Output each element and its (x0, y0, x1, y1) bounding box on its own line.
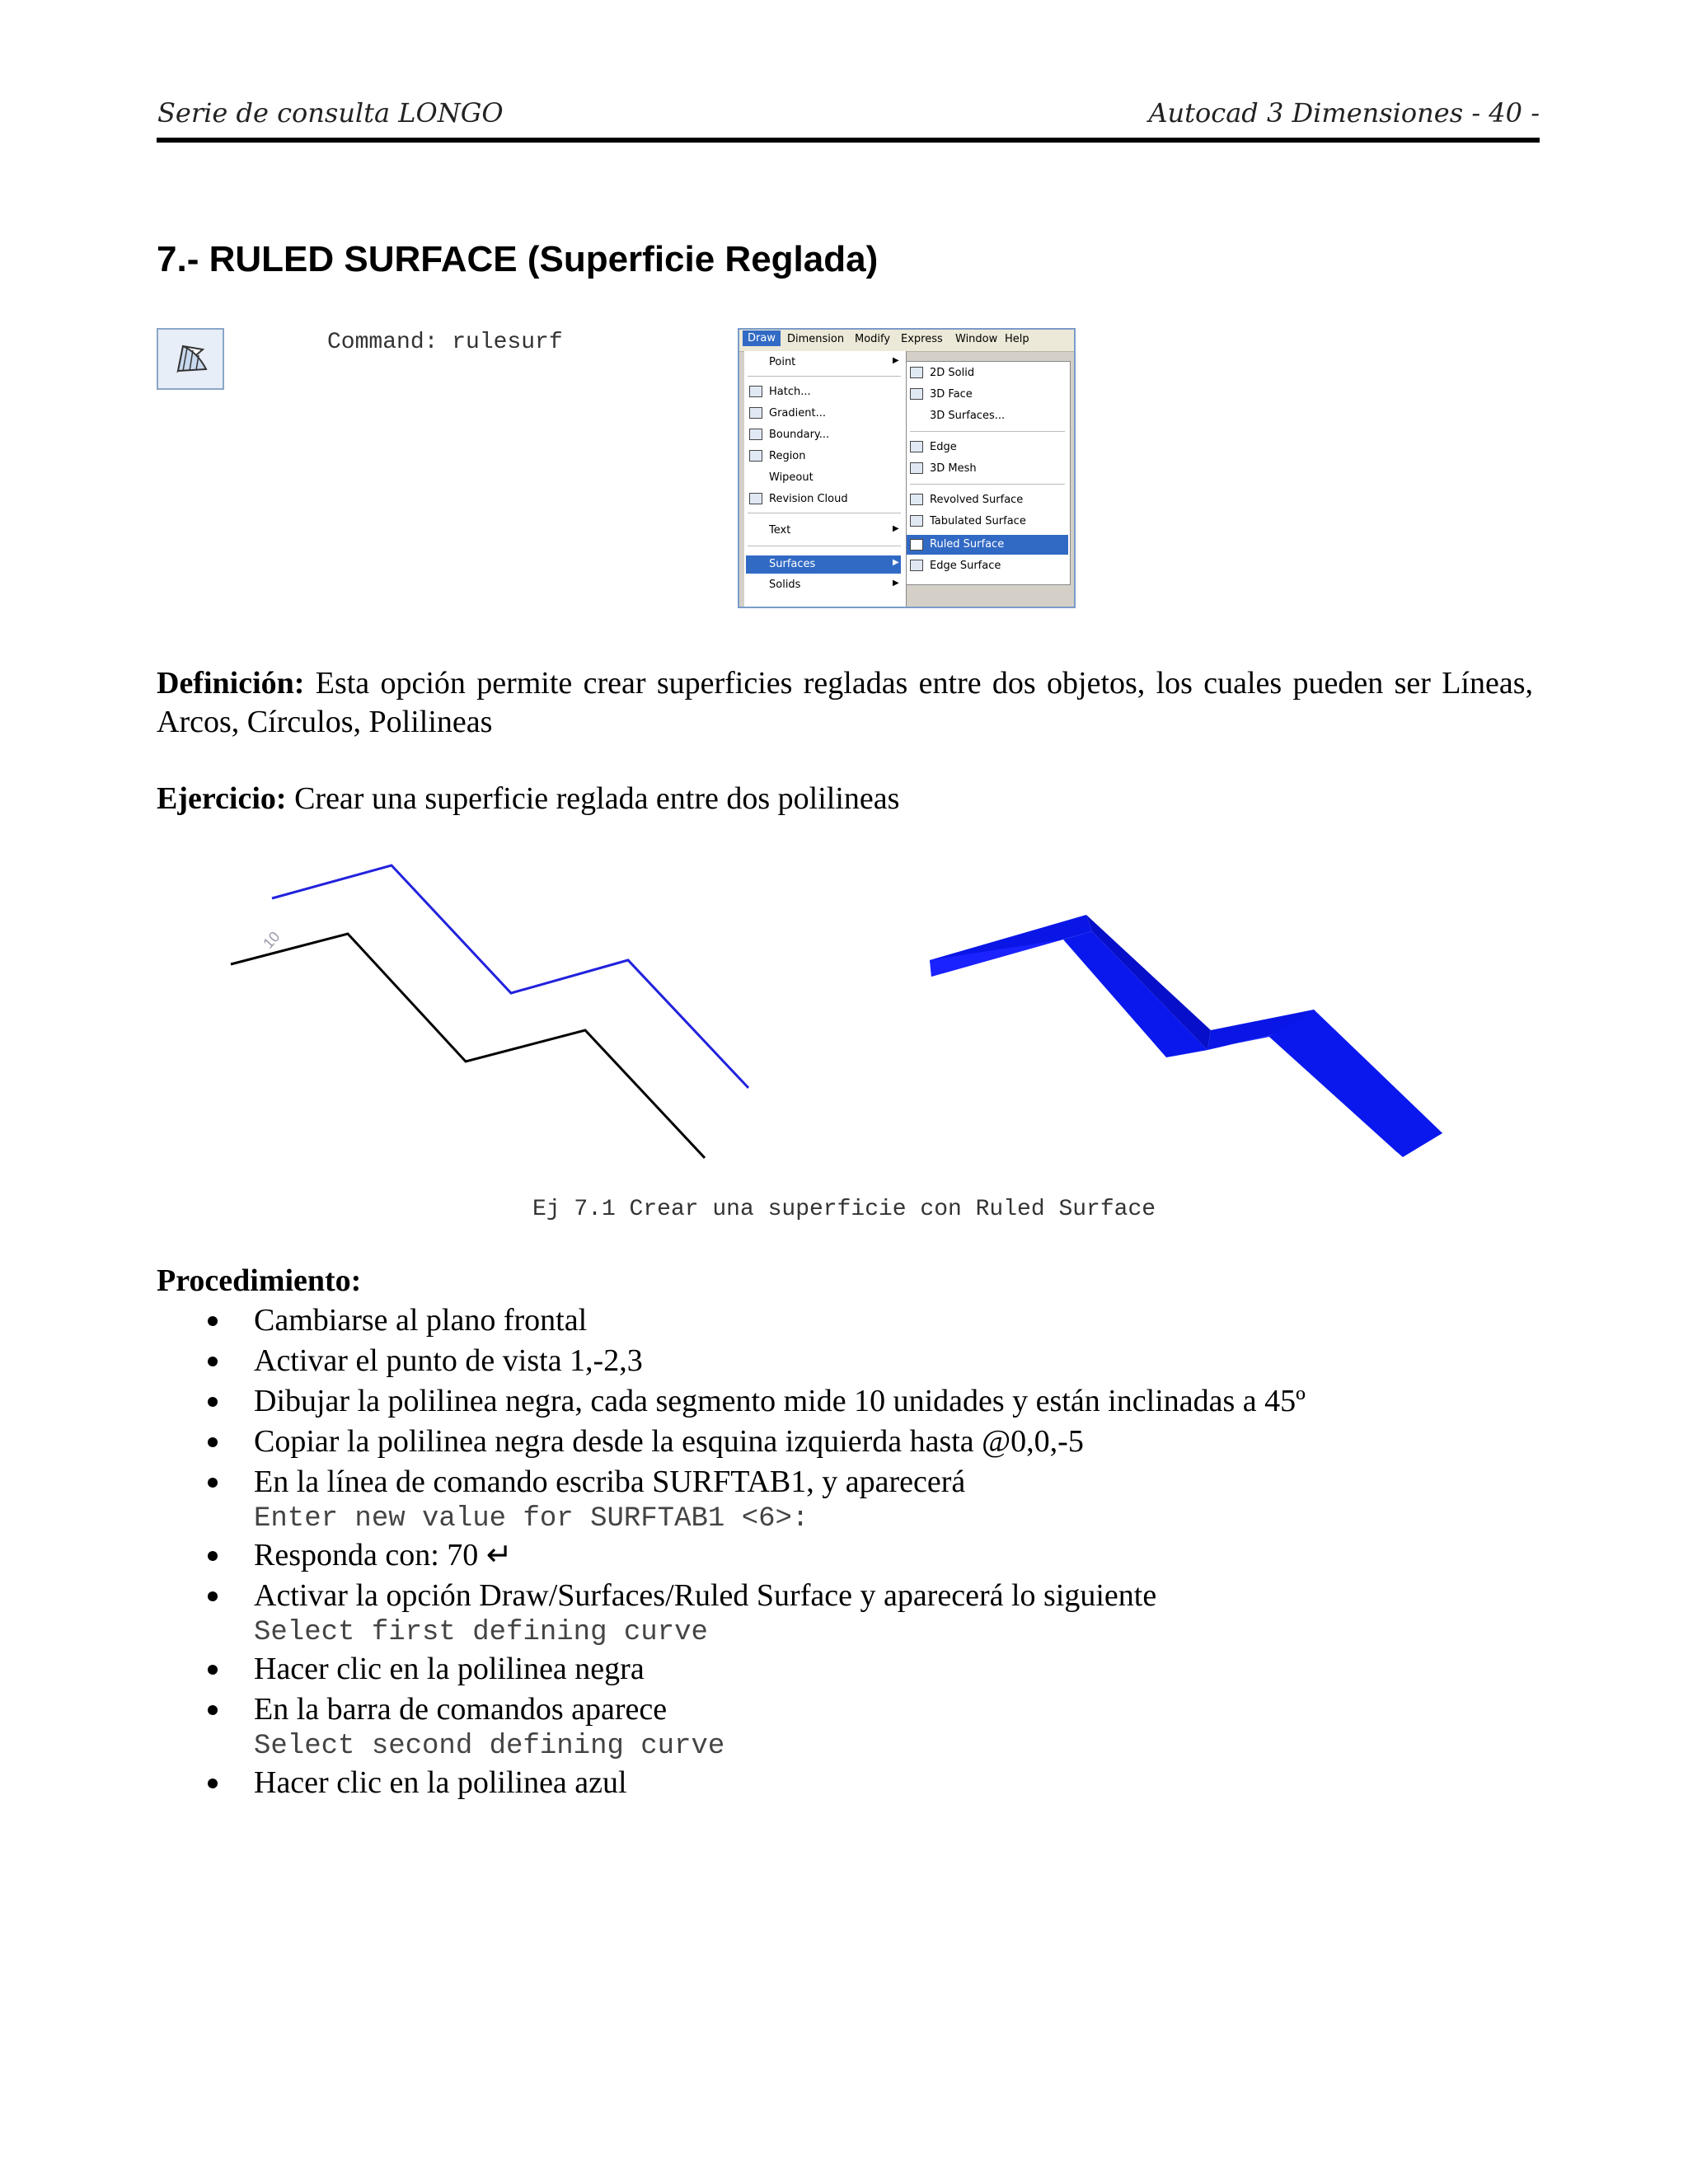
list-item (157, 1649, 1533, 1690)
step-text: En la línea de comando escriba SURFTAB1, y aparecerá (254, 1465, 966, 1499)
revision-cloud-icon (749, 493, 762, 504)
3d-mesh-icon (910, 462, 923, 474)
definition-paragraph (157, 664, 1533, 742)
revolved-surface-icon (910, 494, 923, 505)
exercise-label: Ejercicio: (157, 781, 287, 816)
menu-separator (910, 431, 1065, 432)
menu-separator (748, 376, 901, 377)
hatch-icon (749, 386, 762, 397)
menu-item-revolved-surface[interactable]: Revolved Surface (930, 494, 1024, 506)
command-prompt: Select second defining curve (254, 1731, 725, 1762)
draw-menu-screenshot (738, 328, 1076, 608)
list-item (157, 1535, 1533, 1576)
menu-item-2d-solid[interactable]: 2D Solid (930, 367, 975, 379)
region-icon (749, 450, 762, 462)
menu-help[interactable]: Help (1005, 333, 1029, 345)
dimension-label: 10 (260, 928, 284, 952)
boundary-icon (749, 429, 762, 440)
list-item (157, 1422, 1533, 1462)
menu-bar (739, 330, 1074, 352)
submenu-arrow-icon: ▶ (893, 558, 899, 567)
list-item (157, 1381, 1533, 1422)
header-left: Serie de consulta LONGO (157, 97, 504, 129)
submenu-arrow-icon: ▶ (893, 579, 899, 588)
procedure-steps (157, 1301, 1533, 1803)
list-item (157, 1763, 1533, 1803)
ruled-surface-shape (930, 915, 1442, 1157)
menu-item-wipeout[interactable]: Wipeout (769, 471, 814, 484)
menu-item-edge-surface[interactable]: Edge Surface (930, 560, 1001, 572)
menu-item-surfaces[interactable]: Surfaces (746, 555, 901, 574)
2d-solid-icon (910, 367, 923, 378)
step-text: Activar el punto de vista 1,-2,3 (254, 1343, 643, 1378)
step-text: Hacer clic en la polilinea azul (254, 1765, 627, 1800)
command-prompt: Select first defining curve (254, 1617, 708, 1648)
menu-item-boundary[interactable]: Boundary... (769, 429, 830, 441)
list-item (157, 1462, 1533, 1535)
command-prompt: Enter new value for SURFTAB1 <6>: (254, 1503, 809, 1535)
list-item (157, 1576, 1533, 1649)
3d-face-icon (910, 388, 923, 400)
menu-item-solids[interactable]: Solids (769, 579, 801, 591)
menu-item-3d-face[interactable]: 3D Face (930, 388, 973, 401)
ruled-surface-icon (910, 539, 923, 551)
step-text: Cambiarse al plano frontal (254, 1303, 588, 1338)
header-rule (157, 138, 1540, 143)
menu-item-edge[interactable]: Edge (930, 441, 957, 453)
menu-item-gradient[interactable]: Gradient... (769, 407, 826, 419)
edge-surface-icon (910, 560, 923, 571)
edge-icon (910, 441, 923, 452)
menu-item-text[interactable]: Text (769, 524, 791, 537)
menu-modify[interactable]: Modify (855, 333, 891, 345)
definition-text: Esta opción permite crear superficies regladas entre dos objetos, los cuales pueden ser Líneas, Arcos, Círculos, Polilineas (157, 666, 1533, 739)
menu-draw[interactable]: Draw (743, 330, 781, 346)
list-item (157, 1690, 1533, 1763)
step-text: Copiar la polilinea negra desde la esquina izquierda hasta @0,0,-5 (254, 1424, 1084, 1459)
step-text: En la barra de comandos aparece (254, 1692, 668, 1727)
menu-item-ruled-surface[interactable]: Ruled Surface (907, 535, 1068, 555)
step-text: Dibujar la polilinea negra, cada segmento mide 10 unidades y están inclinadas a 45º (254, 1384, 1306, 1418)
menu-item-tabulated-surface[interactable]: Tabulated Surface (930, 515, 1026, 527)
tabulated-surface-icon (910, 515, 923, 527)
definition-label: Definición: (157, 666, 305, 701)
step-text: Hacer clic en la polilinea negra (254, 1652, 645, 1686)
command-line: Command: rulesurf (327, 330, 563, 355)
step-text: Responda con: 70 ↵ (254, 1538, 513, 1572)
surfaces-submenu-panel (906, 361, 1071, 585)
procedure-title: Procedimiento: (157, 1263, 362, 1298)
menu-item-point[interactable]: Point (769, 356, 796, 368)
ruled-surface-tool-icon[interactable] (157, 328, 224, 390)
exercise-text: Crear una superficie reglada entre dos polilineas (286, 781, 900, 816)
menu-separator (910, 484, 1065, 485)
menu-item-revision-cloud[interactable]: Revision Cloud (769, 493, 848, 505)
submenu-arrow-icon: ▶ (893, 524, 899, 533)
section-title: 7.- RULED SURFACE (Superficie Reglada) (157, 239, 879, 279)
ruled-surface-icon (158, 330, 223, 388)
menu-window[interactable]: Window (955, 333, 998, 345)
submenu-arrow-icon: ▶ (893, 356, 899, 365)
menu-item-3d-surfaces[interactable]: 3D Surfaces... (930, 410, 1006, 422)
exercise-figures (206, 849, 1467, 1179)
menu-item-region[interactable]: Region (769, 450, 806, 462)
menu-dimension[interactable]: Dimension (787, 333, 845, 345)
menu-express[interactable]: Express (901, 333, 943, 345)
blue-polyline (272, 865, 748, 1088)
exercise-paragraph (157, 780, 1533, 818)
menu-item-3d-mesh[interactable]: 3D Mesh (930, 462, 977, 475)
gradient-icon (749, 407, 762, 419)
step-text: Activar la opción Draw/Surfaces/Ruled Surface y aparecerá lo siguiente (254, 1578, 1157, 1613)
header-right: Autocad 3 Dimensiones - 40 - (1148, 97, 1540, 129)
menu-item-hatch[interactable]: Hatch... (769, 386, 811, 398)
draw-menu-panel (744, 351, 907, 607)
list-item (157, 1301, 1533, 1341)
list-item (157, 1341, 1533, 1381)
figure-caption: Ej 7.1 Crear una superficie con Ruled Surface (532, 1197, 1156, 1222)
